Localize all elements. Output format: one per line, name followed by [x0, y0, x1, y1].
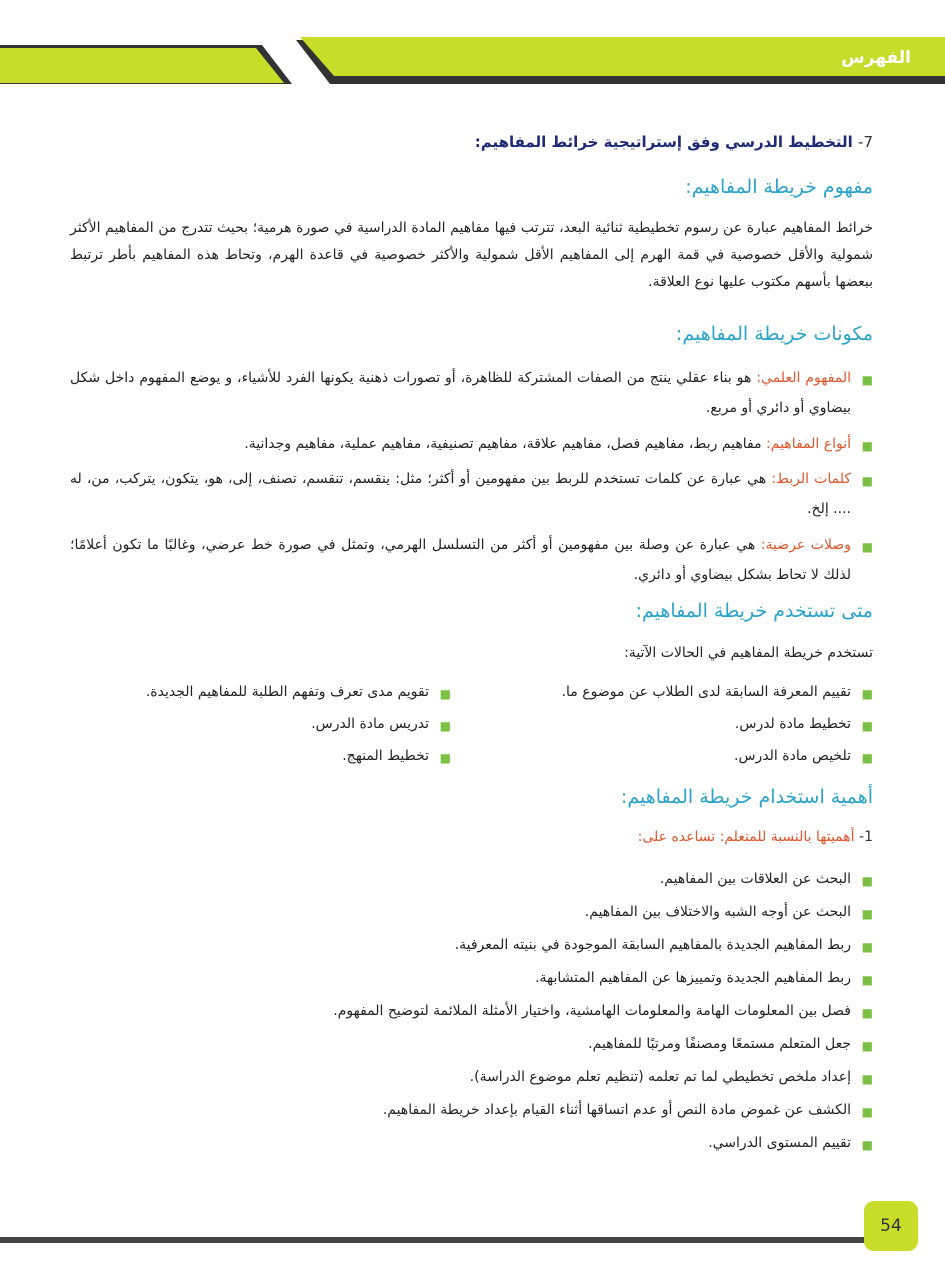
bullet-icon: ■ — [439, 751, 451, 765]
component-term: أنواع المفاهيم: — [766, 436, 851, 452]
bullet-icon: ■ — [861, 474, 873, 488]
component-text: هي عبارة عن كلمات تستخدم للربط بين مفهومين أو أكثر؛ مثل: ينقسم، تنقسم، تصنف، إلى، هو، يتكون، يتركب، من، له .... إلخ. — [70, 471, 851, 517]
bullet-icon: ■ — [861, 719, 873, 733]
bullet-icon: ■ — [861, 439, 873, 453]
header-banner — [0, 0, 945, 90]
component-text: هي عبارة عن وصلة بين مفهومين أو أكثر من التسلسل الهرمي، وتمثل في صورة خط عرضي، وغالبًا ما تكون أعلامًا؛ لذلك لا تحاط بشكل بيضاوي أو دائري. — [70, 537, 851, 583]
concept-text: خرائط المفاهيم عبارة عن رسوم تخطيطية ثنائية البعد، تترتب فيها مفاهيم المادة الدراسية في صورة هرمية؛ بحيث تتدرج من المفاهيم الأكثر شمولية والأقل خصوصية في قمة الهرم إلى المفاهيم الأقل شمولية والأكثر خصوصية في قاعدة الهرم، وتحاط هذه المفاهيم بأطر ترتبط ببعضها بأسهم مكتوب عليها نوع العلاقة. — [70, 220, 873, 290]
bullet-icon: ■ — [439, 719, 451, 733]
component-item — [70, 530, 873, 590]
bullet-icon: ■ — [861, 373, 873, 387]
footer-rule — [0, 1237, 865, 1243]
section-title — [475, 133, 873, 151]
bullet-icon: ■ — [861, 1105, 873, 1119]
importance-item: ■ ربط المفاهيم الجديدة وتمييزها عن المفاهيم المتشابهة. — [70, 963, 873, 993]
bullet-icon: ■ — [861, 1138, 873, 1152]
components-title: مكونات خريطة المفاهيم: — [675, 323, 873, 345]
importance-item: ■ فصل بين المعلومات الهامة والمعلومات الهامشية، واختيار الأمثلة الملائمة لتوضيح المفهوم. — [70, 996, 873, 1026]
importance-item: ■ إعداد ملخص تخطيطي لما تم تعلمه (تنظيم تعلم موضوع الدراسة). — [70, 1062, 873, 1092]
concept-title: مفهوم خريطة المفاهيم: — [685, 176, 873, 198]
component-item — [70, 429, 873, 459]
use-case-item: ■ تقييم المعرفة السابقة لدى الطلاب عن موضوع ما. — [562, 677, 873, 707]
component-item — [70, 363, 873, 423]
bullet-icon: ■ — [861, 1006, 873, 1020]
importance-title: أهمية استخدام خريطة المفاهيم: — [620, 786, 873, 808]
use-case-item: ■ تقويم مدى تعرف وتفهم الطلبة للمفاهيم الجديدة. — [146, 677, 451, 707]
component-item — [70, 464, 873, 524]
importance-item: ■ جعل المتعلم مستمعًا ومصنفًا ومرتبًا للمفاهيم. — [70, 1029, 873, 1059]
importance-subtitle: 1- أهميتها بالنسبة للمتعلم: تساعده على: — [637, 829, 873, 845]
component-text: مفاهيم ربط، مفاهيم فصل، مفاهيم علاقة، مفاهيم تصنيفية، مفاهيم عملية، مفاهيم وجدانية. — [244, 436, 767, 452]
use-case-item: ■ تخطيط المنهج. — [342, 741, 451, 771]
component-term: المفهوم العلمي: — [756, 370, 851, 386]
when-use-intro: تستخدم خريطة المفاهيم في الحالات الآتية: — [624, 645, 873, 661]
bullet-icon: ■ — [861, 874, 873, 888]
bullet-icon: ■ — [861, 973, 873, 987]
bullet-icon: ■ — [861, 540, 873, 554]
component-term: كلمات الربط: — [771, 471, 852, 487]
when-use-title: متى تستخدم خريطة المفاهيم: — [635, 600, 873, 622]
use-case-item: ■ تخطيط مادة لدرس. — [735, 709, 873, 739]
importance-item: ■ الكشف عن غموض مادة النص أو عدم اتساقها أثناء القيام بإعداد خريطة المفاهيم. — [70, 1095, 873, 1125]
bullet-icon: ■ — [861, 907, 873, 921]
importance-item: ■ تقييم المستوى الدراسي. — [70, 1128, 873, 1158]
use-case-item: ■ تدريس مادة الدرس. — [311, 709, 451, 739]
importance-item: ■ البحث عن العلاقات بين المفاهيم. — [70, 864, 873, 894]
component-text: هو بناء عقلي ينتج من الصفات المشتركة للظاهرة، أو تصورات ذهنية يكونها الفرد للأشياء، و يوضع المفهوم داخل شكل بيضاوي أو دائري أو مربع. — [70, 370, 851, 416]
bullet-icon: ■ — [861, 751, 873, 765]
header-title: الفهرس — [841, 48, 911, 68]
importance-item: ■ ربط المفاهيم الجديدة بالمفاهيم السابقة الموجودة في بنيته المعرفية. — [70, 930, 873, 960]
bullet-icon: ■ — [439, 687, 451, 701]
bullet-icon: ■ — [861, 1072, 873, 1086]
section-title-text: التخطيط الدرسي وفق إستراتيجية خرائط المفاهيم: — [474, 133, 853, 151]
bullet-icon: ■ — [861, 687, 873, 701]
bullet-icon: ■ — [861, 940, 873, 954]
importance-item: ■ البحث عن أوجه الشبه والاختلاف بين المفاهيم. — [70, 897, 873, 927]
section-number: 7- — [858, 133, 873, 151]
use-case-item: ■ تلخيص مادة الدرس. — [734, 741, 873, 771]
page-number: 54 — [864, 1201, 918, 1251]
bullet-icon: ■ — [861, 1039, 873, 1053]
component-term: وصلات عرضية: — [760, 537, 851, 553]
